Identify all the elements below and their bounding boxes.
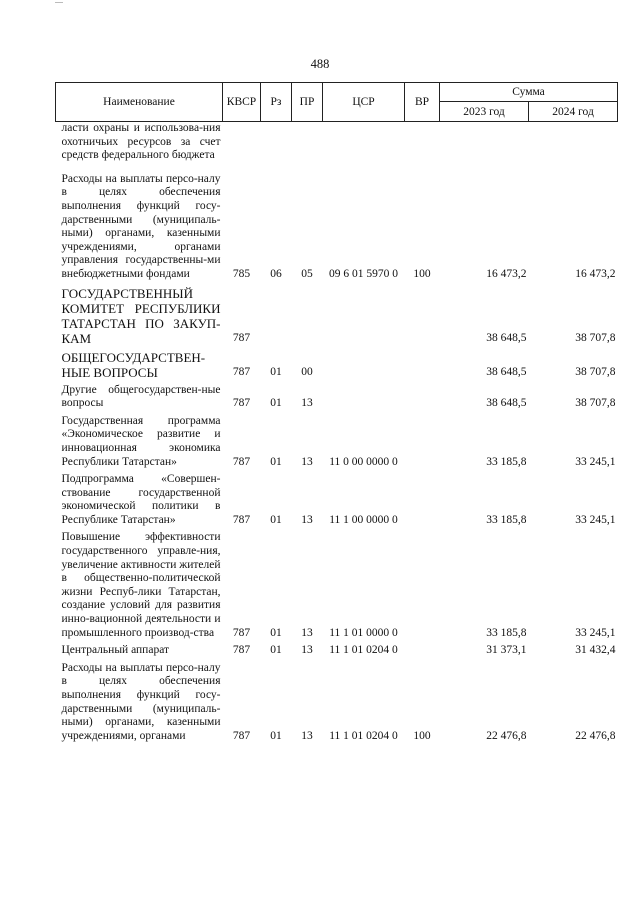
row-vr	[405, 350, 440, 384]
row-csr	[323, 350, 405, 384]
header-sum: Сумма	[440, 83, 618, 102]
table-row	[56, 415, 618, 473]
row-pr	[292, 122, 323, 167]
row-name: Расходы на выплаты персо-налу в целях обеспечения выполнения функций госу-дарственными (муниципаль-ными) органами, казенными учреждениями, органами управления государственны-ми внебюджетными фондами	[61, 172, 221, 280]
row-pr: 13	[301, 455, 313, 468]
row-pr: 13	[301, 729, 313, 742]
row-name: Государственная программа «Экономическое развитие и инновационная экономика Республики Татарстан»	[61, 414, 221, 468]
table-row	[56, 644, 618, 662]
row-sum-2023: 22 476,8	[486, 729, 527, 742]
header-name: Наименование	[56, 83, 223, 122]
row-csr: 11 1 00 0000 0	[329, 513, 398, 526]
table-row	[56, 167, 618, 286]
table-header	[56, 83, 618, 122]
row-csr	[323, 384, 405, 415]
row-pr: 13	[301, 397, 313, 410]
row-csr: 09 6 01 5970 0	[329, 267, 398, 280]
row-pr: 00	[301, 365, 313, 378]
row-name: ГОСУДАРСТВЕННЫЙ КОМИТЕТ РЕСПУБЛИКИ ТАТАРСТАН ПО ЗАКУП-КАМ	[61, 285, 221, 346]
row-sum-2024: 22 476,8	[575, 729, 616, 742]
row-pr: 05	[301, 267, 313, 280]
budget-table	[55, 82, 618, 747]
row-kvsr: 785	[232, 267, 251, 280]
row-kvsr: 787	[232, 513, 251, 526]
row-sum-2023: 38 648,5	[486, 397, 527, 410]
row-vr: 100	[413, 729, 431, 742]
row-kvsr: 787	[232, 729, 251, 742]
row-rz: 01	[270, 729, 282, 742]
row-sum-2024: 33 245,1	[575, 513, 616, 526]
row-rz	[261, 122, 292, 167]
row-rz: 01	[270, 365, 282, 378]
table-row	[56, 350, 618, 384]
row-csr: 11 1 01 0000 0	[329, 626, 398, 639]
row-csr: 11 0 00 0000 0	[329, 455, 398, 468]
row-name: Подпрограмма «Совершен-ствование государственной экономической политики в Республике Татарстан»	[61, 473, 221, 526]
row-sum-2024	[529, 122, 618, 167]
row-sum-2024: 31 432,4	[575, 644, 616, 657]
row-vr	[405, 644, 440, 662]
row-sum-2023: 33 185,8	[486, 626, 527, 639]
row-rz	[261, 286, 292, 350]
table-row	[56, 384, 618, 415]
row-csr: 11 1 01 0204 0	[329, 729, 398, 742]
table-row	[56, 662, 618, 748]
row-sum-2023: 31 373,1	[486, 644, 527, 657]
row-sum-2024: 33 245,1	[575, 626, 616, 639]
row-name: ОБЩЕГОСУДАРСТВЕН-НЫЕ ВОПРОСЫ	[61, 349, 206, 380]
header-csr: ЦСР	[323, 83, 405, 122]
row-rz: 06	[270, 267, 282, 280]
row-sum-2023: 38 648,5	[486, 331, 527, 344]
row-pr: 13	[301, 513, 313, 526]
table-row	[56, 531, 618, 644]
header-year-2024: 2024 год	[529, 102, 618, 122]
row-rz: 01	[270, 455, 282, 468]
row-kvsr: 787	[232, 397, 251, 410]
row-vr	[405, 286, 440, 350]
row-sum-2023: 16 473,2	[486, 267, 527, 280]
header-rz: Рз	[261, 83, 292, 122]
row-kvsr: 787	[232, 626, 251, 639]
row-csr	[323, 122, 405, 167]
row-sum-2023	[440, 122, 529, 167]
row-sum-2023: 33 185,8	[486, 455, 527, 468]
row-name: Центральный аппарат	[61, 644, 170, 657]
row-sum-2024: 38 707,8	[575, 397, 616, 410]
row-sum-2024: 38 707,8	[575, 331, 616, 344]
row-sum-2024: 16 473,2	[575, 267, 616, 280]
header-pr: ПР	[292, 83, 323, 122]
row-vr	[405, 473, 440, 531]
header-kvsr: КВСР	[223, 83, 261, 122]
row-sum-2023: 33 185,8	[486, 513, 527, 526]
row-csr: 11 1 01 0204 0	[329, 644, 398, 657]
row-kvsr	[223, 122, 261, 167]
row-pr: 13	[301, 626, 313, 639]
row-kvsr: 787	[232, 331, 251, 344]
row-kvsr: 787	[232, 644, 251, 657]
row-vr	[405, 415, 440, 473]
row-kvsr: 787	[232, 365, 251, 378]
row-kvsr: 787	[232, 455, 251, 468]
header-vr: ВР	[405, 83, 440, 122]
row-pr	[292, 286, 323, 350]
page-number: 488	[310, 57, 330, 71]
row-rz: 01	[270, 644, 282, 657]
row-sum-2024: 33 245,1	[575, 455, 616, 468]
row-vr	[405, 531, 440, 644]
row-pr: 13	[301, 644, 313, 657]
row-csr	[323, 286, 405, 350]
row-rz: 01	[270, 397, 282, 410]
scan-mark	[55, 2, 63, 3]
row-vr	[405, 384, 440, 415]
table-row	[56, 122, 618, 167]
row-rz: 01	[270, 626, 282, 639]
row-name: Расходы на выплаты персо-налу в целях обеспечения выполнения функций госу-дарственными (муниципаль-ными) органами, казенными учреждениями, органами	[61, 661, 221, 742]
row-sum-2024: 38 707,8	[575, 365, 616, 378]
header-year-2023: 2023 год	[440, 102, 529, 122]
row-name: Другие общегосударствен-ные вопросы	[61, 383, 221, 410]
row-name: Повышение эффективности государственного управле-ния, увеличение активности жителей в общественно-политической жизни Респуб-лики Татарстан, создание условий для развития инно-вационной деятельности и промышленного производ-ства	[61, 531, 221, 639]
row-vr: 100	[413, 267, 431, 280]
row-vr	[405, 122, 440, 167]
table-row	[56, 473, 618, 531]
row-rz: 01	[270, 513, 282, 526]
row-name: ласти охраны и использова-ния охотничьих ресурсов за счет средств федерального бюджета	[61, 122, 221, 162]
table-row	[56, 286, 618, 350]
row-sum-2023: 38 648,5	[486, 365, 527, 378]
